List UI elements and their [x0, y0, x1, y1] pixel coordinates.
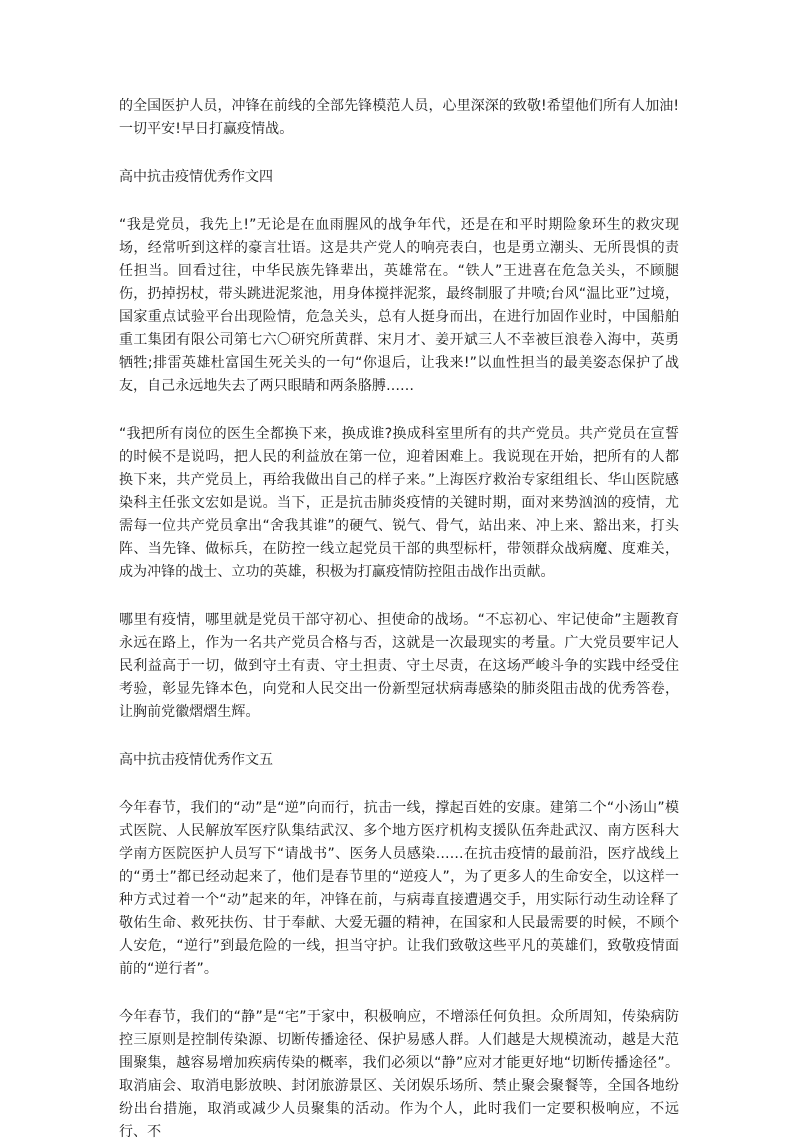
paragraph-intro-tail: 的全国医护人员，冲锋在前线的全部先锋模范人员，心里深深的致敬!希望他们所有人加油!一切平安!早日打赢疫情战。 [119, 98, 679, 137]
paragraph-retrograde: 今年春节，我们的“动”是“逆”向而行，抗击一线，撑起百姓的安康。建第二个“小汤山”模式医院、人民解放军医疗队集结武汉、多个地方医疗机构支援队伍奔赴武汉、南方医科大学南方医院医护人员写下“请战书”、医务人员感染……在抗击疫情的最前沿，医疗战线上的“勇士”都已经动起来了，他们是春节里的“逆疫人”，为了更多人的生命安全，以这样一种方式过着一个“动”起来的年，冲锋在前，与病毒直接遭遇交手，用实际行动生动诠释了敬佑生命、救死扶伤、甘于奉献、大爱无疆的精神，在国家和人民最需要的时候，不顾个人安危，“逆行”到最危险的一线，担当守护。让我们致敬这些平凡的英雄们，致敬疫情面前的“逆行者”。 [119, 800, 679, 977]
section-heading-four: 高中抗击疫情优秀作文四 [119, 169, 273, 185]
paragraph-stay-home: 今年春节，我们的“静”是“宅”于家中，积极响应，不增添任何负担。众所周知，传染病防控三原则是控制传染源、切断传播途径、保护易感人群。人们越是大规模流动，越是大范围聚集，越容易增加疾病传染的概率，我们必须以“静”应对才能更好地“切断传播途径”。取消庙会、取消电影放映、封闭旅游景区、关闭娱乐场所、禁止聚会聚餐等，全国各地纷纷出台措施，取消或减少人员聚集的活动。作为个人，此时我们一定要积极响应，不远行、不 [119, 1009, 679, 1140]
spacer [119, 772, 679, 797]
paragraph-zhang-wenhong: “我把所有岗位的医生全都换下来，换成谁?换成科室里所有的共产党员。共产党员在宣誓的时候不是说吗，把人民的利益放在第一位，迎着困难上。我说现在开始，把所有的人都换下来，共产党员上，再给我做出自己的样子来。”上海医疗救治专家组组长、华山医院感染科主任张文宏如是说。当下，正是抗击肺炎疫情的关键时期，面对来势汹汹的疫情，尤需每一位共产党员拿出“舍我其谁”的硬气、锐气、骨气，站出来、冲上来、豁出来，打头阵、当先锋、做标兵，在防控一线立起党员干部的典型标杆，带领群众战病魔、度难关，成为冲锋的战士、立功的英雄，积极为打赢疫情防控阻击战作出贡献。 [119, 426, 679, 580]
spacer [119, 189, 679, 214]
spacer [119, 584, 679, 609]
spacer [119, 398, 679, 423]
spacer [119, 981, 679, 1006]
spacer [119, 141, 679, 166]
paragraph-original-mission: 哪里有疫情，哪里就是党员干部守初心、担使命的战场。“不忘初心、牢记使命”主题教育永远在路上，作为一名共产党员合格与否，这就是一次最现实的考量。广大党员要牢记人民利益高于一切，做到守土有责、守土担责、守土尽责，在这场严峻斗争的实践中经受住考验，彰显先锋本色，向党和人民交出一份新型冠状病毒感染的肺炎阻击战的优秀答卷，让胸前党徽熠熠生辉。 [119, 612, 679, 720]
spacer [119, 724, 679, 749]
section-heading-five: 高中抗击疫情优秀作文五 [119, 752, 273, 768]
document-body [119, 95, 679, 1144]
paragraph-party-member-first: “我是党员，我先上!”无论是在血雨腥风的战争年代，还是在和平时期险象环生的救灾现场，经常听到这样的豪言壮语。这是共产党人的响亮表白，也是勇立潮头、无所畏惧的责任担当。回看过往，中华民族先锋辈出，英雄常在。“铁人”王进喜在危急关头，不顾腿伤，扔掉拐杖，带头跳进泥浆池，用身体搅拌泥浆，最终制服了井喷;台风“温比亚”过境，国家重点试验平台出现险情，危急关头，总有人挺身而出，在进行加固作业时，中国船舶重工集团有限公司第七六〇研究所黄群、宋月才、姜开斌三人不幸被巨浪卷入海中，英勇牺牲;排雷英雄杜富国生死关头的一句“你退后，让我来!”以血性担当的最美姿态保护了战友，自己永远地失去了两只眼睛和两条胳膊…… [119, 217, 679, 394]
